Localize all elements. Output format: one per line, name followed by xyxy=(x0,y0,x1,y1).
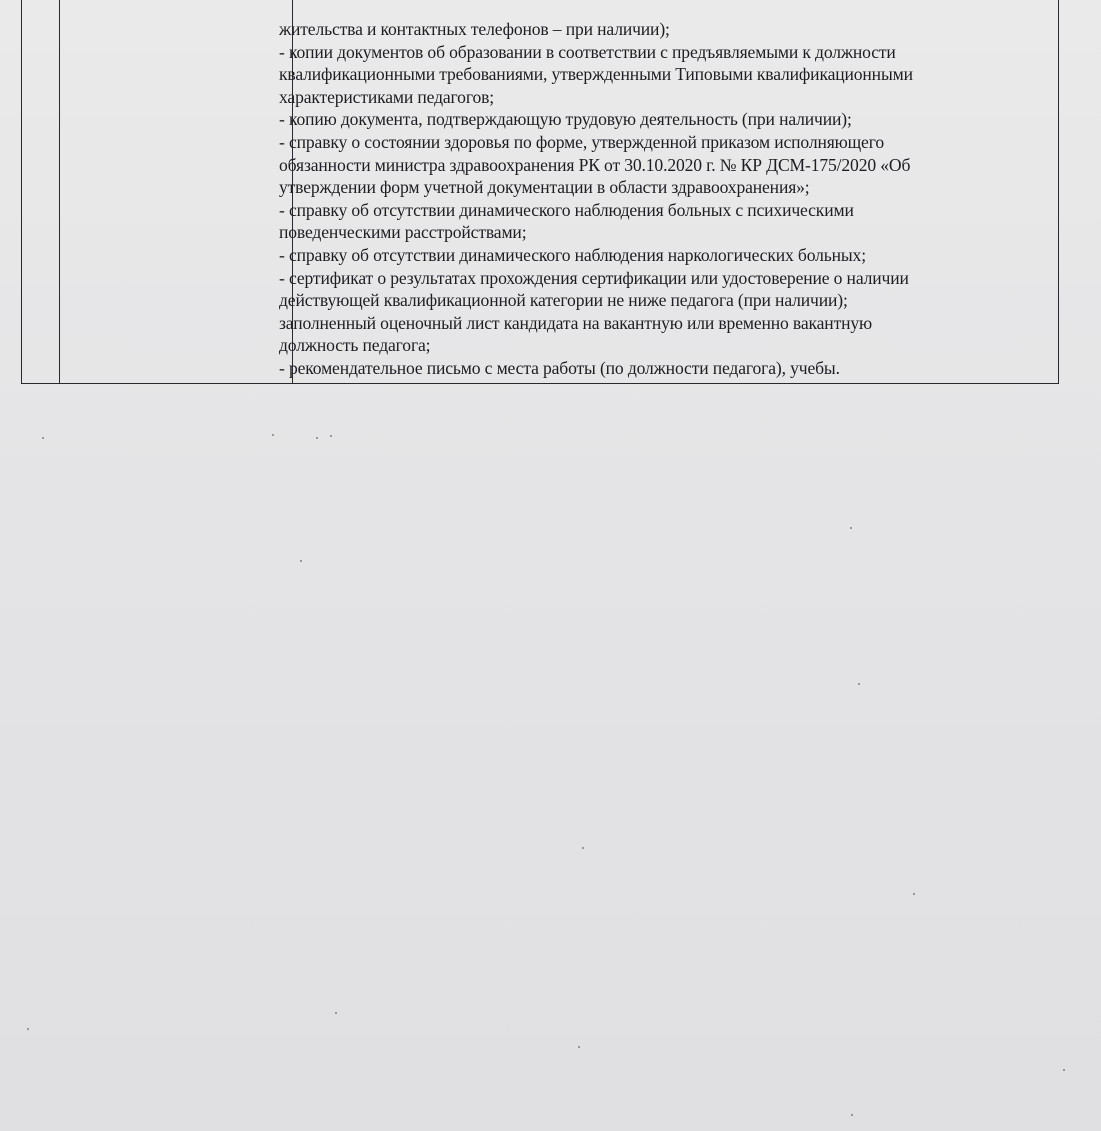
text-line: - рекомендательное письмо с места работы (по должности педагога), учебы. xyxy=(279,357,840,378)
table-cell-requirements xyxy=(279,18,1031,380)
text-line: заполненный оценочный лист кандидата на вакантную или временно вакантную xyxy=(279,312,873,333)
text-line: действующей квалификационной категории не ниже педагога (при наличии); xyxy=(279,290,848,311)
paper-speck xyxy=(1063,1069,1065,1071)
text-line: жительства и контактных телефонов – при наличии); xyxy=(279,19,670,39)
paper-speck xyxy=(42,437,44,439)
paper-speck xyxy=(850,527,852,529)
text-line: обязанности министра здравоохранения РК от 30.10.2020 г. № КР ДСМ-175/2020 «Об xyxy=(279,154,911,175)
paper-speck xyxy=(582,847,584,849)
paper-speck xyxy=(335,1012,337,1014)
text-line: должность педагога; xyxy=(279,335,431,356)
paper-speck xyxy=(330,435,332,437)
text-line: поведенческими расстройствами; xyxy=(279,222,527,243)
text-line: утверждении форм учетной документации в области здравоохранения»; xyxy=(279,177,810,198)
text-line: характеристиками педагогов; xyxy=(279,86,495,107)
text-line: - сертификат о результатах прохождения сертификации или удостоверение о наличии xyxy=(279,267,909,288)
text-line: - копии документов об образовании в соответствии с предъявляемыми к должности xyxy=(279,41,896,62)
paper-speck xyxy=(858,683,860,685)
paper-speck xyxy=(913,893,915,895)
paper-speck xyxy=(27,1028,29,1030)
paper-speck xyxy=(851,1114,853,1116)
text-line: - справку об отсутствии динамического наблюдения наркологических больных; xyxy=(279,244,866,265)
text-line: - справку об отсутствии динамического наблюдения больных с психическими xyxy=(279,199,854,220)
paper-speck xyxy=(578,1046,580,1048)
text-line: - справку о состоянии здоровья по форме, утвержденной приказом исполняющего xyxy=(279,131,884,152)
paper-speck xyxy=(272,434,274,436)
paper-speck xyxy=(316,437,318,439)
paper-speck xyxy=(300,560,302,562)
text-line: квалификационными требованиями, утвержденными Типовыми квалификационными xyxy=(279,64,913,85)
text-line: - копию документа, подтверждающую трудовую деятельность (при наличии); xyxy=(279,109,852,130)
table-column-divider xyxy=(59,0,60,383)
